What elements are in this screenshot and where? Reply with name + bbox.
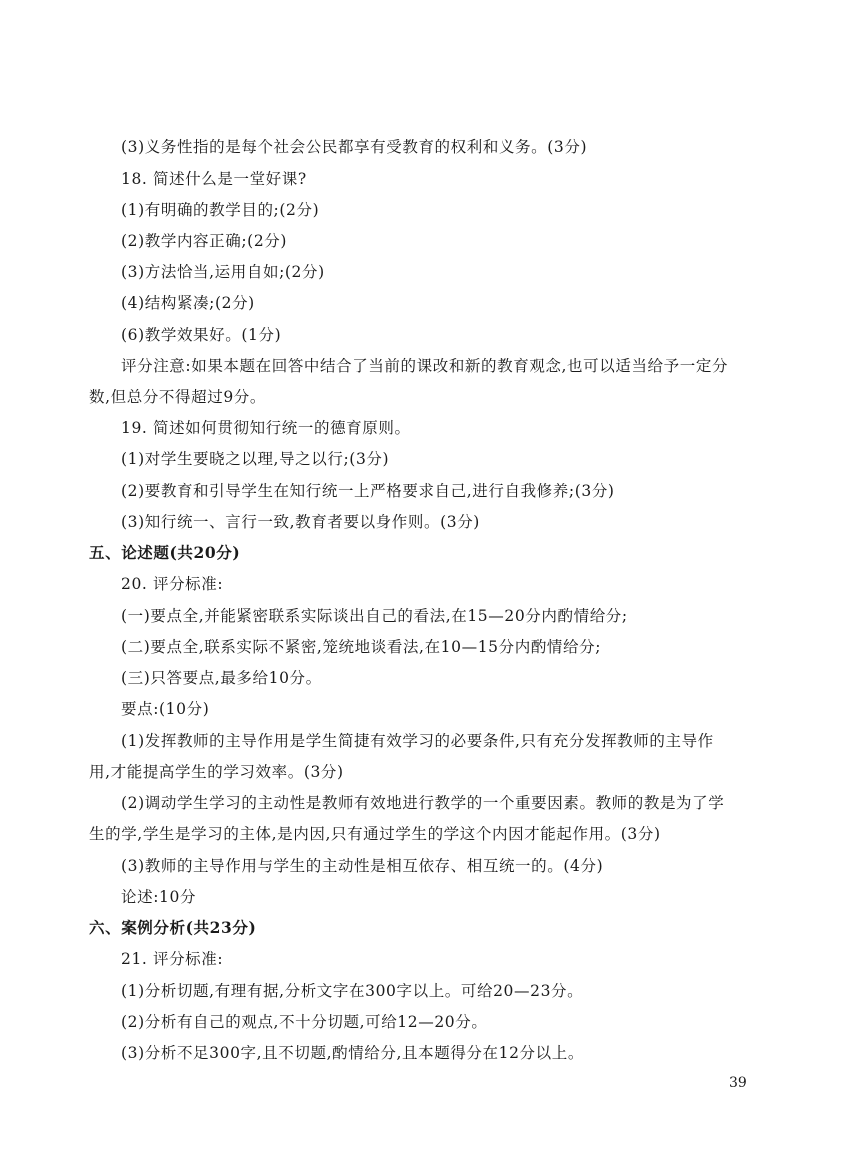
question-21-heading: 21. 评分标准: xyxy=(121,950,224,968)
key-point-2-line-2: 生的学,学生是学习的主体,是内因,只有通过学生的学这个内因才能起作用。(3分) xyxy=(89,825,661,843)
criteria-20-item-2: (二)要点全,联系实际不紧密,笼统地谈看法,在10—15分内酌情给分; xyxy=(121,638,602,656)
answer-19-item-2: (2)要教育和引导学生在知行统一上严格要求自己,进行自我修养;(3分) xyxy=(121,482,615,500)
answer-19-item-3: (3)知行统一、言行一致,教育者要以身作则。(3分) xyxy=(121,513,480,531)
criteria-21-item-1: (1)分析切题,有理有据,分析文字在300字以上。可给20—23分。 xyxy=(121,982,584,1000)
answer-18-item-6: (6)教学效果好。(1分) xyxy=(121,326,282,344)
answer-18-item-2: (2)教学内容正确;(2分) xyxy=(121,232,288,250)
criteria-21-item-2: (2)分析有自己的观点,不十分切题,可给12—20分。 xyxy=(121,1013,488,1031)
question-20-heading: 20. 评分标准: xyxy=(121,575,224,593)
key-point-1-line-1: (1)发挥教师的主导作用是学生简捷有效学习的必要条件,只有充分发挥教师的主导作 xyxy=(121,732,714,750)
answer-18-item-1: (1)有明确的教学目的;(2分) xyxy=(121,201,320,219)
section-6-heading: 六、案例分析(共23分) xyxy=(89,918,257,937)
criteria-20-item-1: (一)要点全,并能紧密联系实际谈出自己的看法,在15—20分内酌情给分; xyxy=(121,607,628,625)
grading-note-line-2: 数,但总分不得超过9分。 xyxy=(89,388,266,406)
question-19-heading: 19. 简述如何贯彻知行统一的德育原则。 xyxy=(121,419,411,437)
key-point-2-line-1: (2)调动学生学习的主动性是教师有效地进行教学的一个重要因素。教师的教是为了学 xyxy=(121,794,725,812)
grading-note-line-1: 评分注意:如果本题在回答中结合了当前的课改和新的教育观念,也可以适当给予一定分 xyxy=(121,357,729,375)
answer-17-item-3: (3)义务性指的是每个社会公民都享有受教育的权利和义务。(3分) xyxy=(121,138,588,156)
section-5-heading: 五、论述题(共20分) xyxy=(89,543,241,562)
criteria-20-item-3: (三)只答要点,最多给10分。 xyxy=(121,669,322,687)
key-point-1-line-2: 用,才能提高学生的学习效率。(3分) xyxy=(89,763,344,781)
answer-19-item-1: (1)对学生要晓之以理,导之以行;(3分) xyxy=(121,450,390,468)
criteria-21-item-3: (3)分析不足300字,且不切题,酌情给分,且本题得分在12分以上。 xyxy=(121,1044,584,1062)
question-18-heading: 18. 简述什么是一堂好课? xyxy=(121,170,307,188)
answer-18-item-4: (4)结构紧凑;(2分) xyxy=(121,294,255,312)
page-number: 39 xyxy=(729,1075,747,1091)
answer-18-item-3: (3)方法恰当,运用自如;(2分) xyxy=(121,263,325,281)
key-points-heading: 要点:(10分) xyxy=(121,700,210,718)
discussion-score: 论述:10分 xyxy=(121,888,197,906)
key-point-3: (3)教师的主导作用与学生的主动性是相互依存、相互统一的。(4分) xyxy=(121,857,604,875)
